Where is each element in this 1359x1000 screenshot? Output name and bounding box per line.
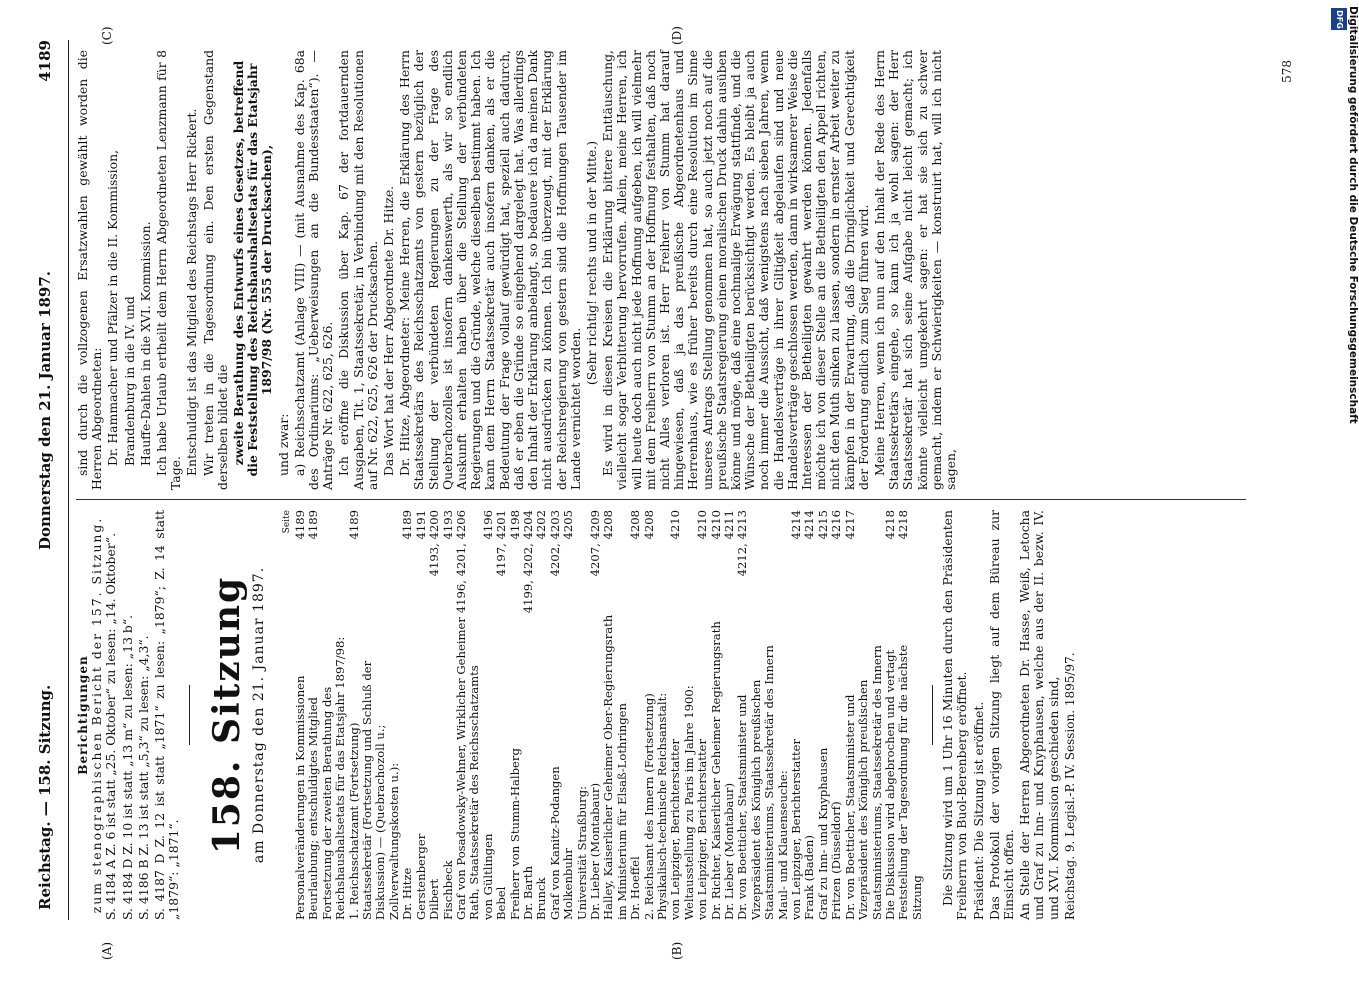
toc-entry-text: Graf von Posadowsky-Wehner, Wirklicher Geheimer Rath, Staatssekretär des Reichsschatzamts xyxy=(453,617,482,920)
corrections-title: Berichtigungen xyxy=(76,655,90,775)
toc-entry xyxy=(589,510,602,920)
toc-entry xyxy=(669,510,682,920)
body-paragraph: sind durch die vollzogenen Ersatzwahlen gewählt worden die Herren Abgeordneten: xyxy=(75,50,105,490)
toc-entry-page: 4189 xyxy=(293,510,308,540)
session-title: 158. Sitzung xyxy=(206,575,249,855)
toc-entry-page xyxy=(576,510,589,613)
toc-entry-page: 4211 xyxy=(722,510,737,540)
toc-entry-page xyxy=(656,510,669,613)
toc-entry-text: Graf zu Inn- und Knyphausen xyxy=(815,747,830,920)
toc-entry xyxy=(803,510,816,920)
toc-entry-text: von Gültlingen xyxy=(480,833,495,920)
toc-entry xyxy=(294,510,307,920)
toc-entry-page: 4205 xyxy=(561,510,576,540)
table-of-contents xyxy=(281,510,925,920)
toc-entry xyxy=(509,510,522,920)
toc-entry-text: Fritzen (Düsseldorf) xyxy=(829,801,844,920)
toc-entry xyxy=(415,510,428,920)
toc-entry-page: 4217 xyxy=(842,510,857,540)
toc-entry-page: 4189 xyxy=(400,510,415,540)
toc-entry xyxy=(884,510,897,920)
toc-entry-page: 4193 xyxy=(440,510,455,540)
toc-entry xyxy=(683,510,696,920)
corrections-list xyxy=(104,510,181,920)
left-column xyxy=(76,510,1077,920)
toc-entry-text: Staatssekretär (Fortsetzung und Schluß der Diskussion) — (Quebrachozoll u.; Zollverwaltungskosten u.): xyxy=(360,660,401,920)
correction-line: S. 4184 A Z. 6 ist statt „25. Oktober“ zu lesen: „14. Oktober“. xyxy=(103,532,119,920)
correction-line: S. 4186 B Z. 13 ist statt „5,3“ zu lesen: „4,3“. xyxy=(135,635,151,920)
toc-entry xyxy=(549,510,562,920)
toc-entry-page xyxy=(321,510,348,613)
toc-entry xyxy=(736,510,776,920)
toc-entry xyxy=(348,510,361,920)
toc-entry-page xyxy=(683,510,696,613)
toc-entry xyxy=(455,510,482,920)
toc-entry-text: Dr. von Boetticher, Staatsminister und Vizepräsident des Königlich preußischen Staatsministeriums, Staatssekretär des Innern xyxy=(842,645,884,920)
toc-entry-text: Maul- und Klauenseuche: xyxy=(775,770,790,920)
toc-entry-page: 4189 xyxy=(306,510,321,540)
body-paragraph: Brandenburg in die IV. und xyxy=(121,296,137,466)
toc-entry xyxy=(817,510,830,920)
toc-entry xyxy=(361,510,401,920)
toc-entry-text: Fischbeck xyxy=(440,860,455,920)
toc-entry xyxy=(442,510,455,920)
toc-entry-page: 4212, 4213 xyxy=(735,510,750,577)
body-paragraph: a) Reichsschatzamt (Anlage VIII) — (mit Ausnahme des Kap. 68a des Ordinariums: „Ueberweisungen an die Bundesstaaten“). — Anträge Nr. 622, 625, 626. xyxy=(291,50,336,490)
toc-entry-text: Universität Straßburg: xyxy=(574,785,589,920)
toc-entry-text: Dr. von Boetticher, Staatsminister und Vizepräsident des Königlich preußischen Staatsministeriums, Staatssekretär des Innern xyxy=(735,645,777,920)
body-paragraph: Wir treten in die Tagesordnung ein. Den ersten Gegenstand derselben bildet die xyxy=(200,50,230,490)
toc-entry-text: Physikalisch-technische Reichsanstalt: xyxy=(655,692,669,920)
toc-entry xyxy=(401,510,414,920)
toc-entry-text: Dr. Lieber (Montabaur) xyxy=(722,783,737,920)
toc-entry-page xyxy=(777,510,790,613)
body-paragraph: Hauffe-Dahlen in die XVI. Kommission. xyxy=(137,221,153,466)
dfg-strip xyxy=(1319,0,1359,1000)
toc-entry xyxy=(602,510,629,920)
toc-entry xyxy=(844,510,884,920)
page-signature: 578 xyxy=(1279,60,1294,83)
toc-entry-page: 4215 xyxy=(815,510,830,540)
toc-entry-page: 4218 xyxy=(882,510,897,540)
toc-entry-text: Graf von Kanitz-Podangen xyxy=(547,766,562,920)
toc-entry-page: 4198 xyxy=(507,510,522,540)
toc-entry-page: 4196 xyxy=(480,510,495,540)
toc-entry xyxy=(562,510,575,920)
opening-paragraph: Präsident: Die Sitzung ist eröffnet. xyxy=(970,701,986,920)
toc-entry-text: Dr. Hitze xyxy=(400,867,415,920)
scanned-page xyxy=(30,20,1310,980)
running-header xyxy=(38,20,60,980)
body-paragraph: und zwar: xyxy=(275,413,291,476)
toc-entry-page: 4216 xyxy=(829,510,844,540)
column-separator xyxy=(76,499,1246,500)
toc-entry-text: Fortsetzung der zweiten Berathung des Reichshaushaltsetats für das Etatsjahr 1897/98: xyxy=(319,636,348,920)
toc-entry-text: Frank (Baden) xyxy=(802,835,817,920)
footer-left: Reichstag. 9. Legisl.-P. IV. Session. 1895/97. xyxy=(1062,652,1077,920)
body-paragraph: Meine Herren, wenn ich nun auf den Inhalt der Rede des Herrn Staatssekretärs eingehe, so kann ich ja wohl sagen: der Herr Staatssekretär hat sich seine Aufgabe nicht leicht gemacht; ich könnte vielleicht umgekehrt sagen: er hat sie sich zu schwer gemacht, indem er Schwierigkeiten — konstruirt hat, will ich nicht sagen, xyxy=(871,50,958,490)
toc-entry-text: Gerstenberger xyxy=(413,833,428,920)
toc-entry-page: 4202, 4203 xyxy=(547,510,562,577)
toc-entry xyxy=(428,510,441,920)
toc-entry xyxy=(482,510,495,920)
dfg-logo xyxy=(1331,8,1347,30)
toc-entry-text: Dr. Barth xyxy=(520,865,535,920)
toc-entry-text: Bebel xyxy=(494,886,509,920)
dfg-credit: Digitalisierung gefördert durch die Deutsche Forschungsgemeinschaft xyxy=(1347,6,1359,424)
toc-entry-page xyxy=(361,510,401,613)
margin-marker-a: (A) xyxy=(100,941,114,960)
corrections-block xyxy=(76,510,181,920)
toc-entry-page: 4207, 4209 xyxy=(587,510,602,577)
body-paragraph: Dr. Hammacher und Pfälzer in die II. Kommission, xyxy=(105,149,121,466)
toc-entry xyxy=(830,510,843,920)
correction-line: S. 4187 D Z. 12 ist statt „1871“ zu lesen: „1879“; Z. 14 statt „1879“: „1871“. xyxy=(152,510,182,920)
toc-entry-page: 4210 xyxy=(708,510,723,540)
toc-entry-text: 1. Reichsschatzamt (Fortsetzung) xyxy=(346,722,361,920)
toc-entry xyxy=(790,510,803,920)
toc-entry-text: Molkenbuhr xyxy=(561,848,576,920)
toc-entry-text: Brunck xyxy=(534,877,549,920)
margin-marker-b: (B) xyxy=(670,941,684,960)
toc-entry-page: 4214 xyxy=(789,510,804,540)
body-paragraph: Ich eröffne die Diskussion über Kap. 67 der fortdauernden Ausgaben, Tit. 1, Staatssekretär, in Verbindung mit den Resolutionen auf Nr. 622, 625, 626 der Drucksachen. xyxy=(336,50,380,490)
opening-paragraph: Das Protokoll der vorigen Sitzung liegt auf dem Büreau zur Einsicht offen. xyxy=(986,510,1016,920)
body-paragraph: zweite Berathung des Entwurfs eines Gesetzes, betreffend die Feststellung des Reichshaushaltsetats für das Etatsjahr 1897/98 (Nr. 555 der Drucksachen), xyxy=(231,60,275,477)
toc-entry-page: 4210 xyxy=(668,510,683,540)
toc-entry-text: Beurlaubung; entschuldigtes Mitglied xyxy=(306,697,321,920)
section-rule xyxy=(189,685,190,745)
header-date: Donnerstag den 21. Januar 1897. xyxy=(36,271,54,550)
toc-entry xyxy=(321,510,348,920)
toc-entry-text: 2. Reichsamt des Innern (Fortsetzung) xyxy=(641,693,656,920)
toc-entry xyxy=(535,510,548,920)
toc-entry xyxy=(495,510,508,920)
toc-entry-text: Dr. Hoeffel xyxy=(628,856,643,920)
toc-entry-page: 4214 xyxy=(802,510,817,540)
margin-marker-d: (D) xyxy=(670,26,684,45)
body-paragraph: (Sehr richtig! rechts und in der Mitte.) xyxy=(583,140,599,386)
body-paragraph: Dr. Hitze, Abgeordneter: Meine Herren, die Erklärung des Herrn Staatssekretärs des Reichsschatzamts von gestern bezüglich der Stellung der verbündeten Regierungen zu der Frage des Quebrachozolles ist insofern dankenswerth, als wir so endlich Auskunft erhalten haben über die Stellung der verbündeten Regierungen und die Gründe, welche dieselben bestimmt haben. Ich kann dem Herrn Staatssekretär auch insofern danken, als er die Bedeutung der Frage vollauf gewürdigt hat, speziell auch dadurch, daß er eben die Gründe so eingehend dargelegt hat. Was allerdings den Inhalt der Erklärung anbelangt, so bedauere ich da meinen Dank nicht ausdrücken zu können. Ich bin überzeugt, mit der Erklärung der Reichsregierung von gestern sind die Hoffnungen Tausender im Lande vernichtet worden. xyxy=(397,50,583,490)
toc-entry-page: 4196, 4201, 4206 xyxy=(453,510,468,614)
opening-paragraph: An Stelle der Herren Abgeordneten Dr. Hasse, Weiß, Letocha und Graf zu Inn- und Knyphausen, welche aus der II. bezw. IV. und XVI. Kommission geschieden sind, xyxy=(1017,510,1061,920)
toc-entry-text: Halley, Kaiserlicher Geheimer Ober-Regierungsrath im Ministerium für Elsaß-Lothringen xyxy=(601,614,629,920)
toc-entry-text: Weltausstellung zu Paris im Jahre 1900: xyxy=(681,685,696,920)
toc-entry xyxy=(576,510,589,920)
toc-entry-text: Feststellung der Tagesordnung für die nächste Sitzung xyxy=(896,644,924,920)
correction-line: S. 4184 D Z. 10 ist statt „13 m“ zu lesen: „13 b“. xyxy=(119,614,135,920)
corrections-subtitle: zum stenographischen Bericht der 157. Sitzung. xyxy=(89,516,105,914)
toc-entry-page: 4191 xyxy=(413,510,428,540)
toc-entry-text: Personalveränderungen in Kommissionen xyxy=(293,675,308,920)
right-column xyxy=(76,50,960,490)
header-rule xyxy=(68,40,69,920)
toc-entry-page: 4208 xyxy=(641,510,656,540)
toc-entry xyxy=(710,510,723,920)
toc-entry-page: 4193, 4200 xyxy=(427,510,442,577)
toc-entry-page: 4189 xyxy=(346,510,361,540)
toc-entry-page: 4202 xyxy=(534,510,549,540)
toc-entry-page: 4208 xyxy=(601,510,616,540)
body-paragraph: Es wird in diesen Kreisen die Erklärung bittere Enttäuschung, vielleicht sogar Verbitterung hervorrufen. Allein, meine Herren, ich will heute doch auch nicht jede Hoffnung aufgeben, ich will vielmehr mit dem Freiherrn von Stumm an der Hoffnung festhalten, daß noch nicht Alles verloren ist. Herr Freiherr von Stumm hat darauf hingewiesen, daß ja das preußische Abgeordnetenhaus und Herrenhaus, wie es früher bereits durch eine Resolution im Sinne unseres Antrags Stellung genommen hat, so auch jetzt noch auf die preußische Staatsregierung einen moralischen Druck dahin ausüben könne und möge, daß eine nochmalige Erwägung stattfinde, und die Wünsche der Betheiligten berücksichtigt werden. Es bleibt ja auch noch immer die Aussicht, daß wenigstens nach sieben Jahren, wenn die Handelsverträge in ihrer Giltigkeit abgelaufen sind und neue Handelsverträge geschlossen werden, dann in wirksamerer Weise die Interessen der Betheiligten gewahrt werden können. Jedenfalls möchte ich von dieser Stelle an die Betheiligten den Appell richten, nicht den Muth sinken zu lassen, sondern in ernster Arbeit weiter zu kämpfen in der Erwartung, daß die Dringlichkeit und Gerechtigkeit der Forderung endlich zum Sieg führen wird. xyxy=(600,50,871,490)
toc-entry-page: 4218 xyxy=(896,510,911,540)
toc-entry-text: von Leipziger, Berichterstatter xyxy=(695,738,710,920)
toc-entry-text: von Leipziger, Berichterstatter xyxy=(789,738,804,920)
session-date: am Donnerstag den 21. Januar 1897. xyxy=(251,566,268,864)
toc-entry-page: 4197, 4201 xyxy=(494,510,509,577)
toc-entry-text: Dilbert xyxy=(427,878,442,920)
toc-entry-text: von Leipziger, Berichterstatter xyxy=(668,738,683,920)
margin-marker-c: (C) xyxy=(100,26,114,45)
toc-entry xyxy=(696,510,709,920)
body-paragraph: Entschuldigt ist das Mitglied des Reichstags Herr Rickert. xyxy=(184,108,200,476)
toc-entry xyxy=(629,510,642,920)
toc-entry xyxy=(777,510,790,920)
toc-entry xyxy=(656,510,669,920)
toc-page-label: Seite xyxy=(281,510,292,534)
dfg-logo-text: DFG xyxy=(1334,9,1344,29)
body-paragraph: Das Wort hat der Herr Abgeordnete Dr. Hitze. xyxy=(381,185,397,476)
toc-entry xyxy=(307,510,320,920)
toc-entry xyxy=(643,510,656,920)
page-number: 4189 xyxy=(36,40,54,82)
toc-entry-page: 4208 xyxy=(628,510,643,540)
opening-paragraphs xyxy=(941,510,1061,920)
toc-entry-text: Dr. Richter, Kaiserlicher Geheimer Regierungsrath xyxy=(708,621,723,920)
body-paragraph: Ich habe Urlaub ertheilt dem Herrn Abgeordneten Lenzmann für 8 Tage. xyxy=(154,50,184,490)
toc-entry-page: 4210 xyxy=(695,510,710,540)
toc-entry-text: Dr. Lieber (Montabaur) xyxy=(587,783,602,920)
toc-entry xyxy=(723,510,736,920)
toc-entry-text: Freiherr von Stumm-Halberg xyxy=(507,748,522,920)
toc-entry xyxy=(897,510,924,920)
toc-entry-page: 4199, 4202, 4204 xyxy=(520,510,535,614)
section-rule xyxy=(932,685,933,745)
toc-entry xyxy=(522,510,535,920)
header-left: Reichstag. — 158. Sitzung. xyxy=(36,684,54,910)
opening-paragraph: Die Sitzung wird um 1 Uhr 16 Minuten durch den Präsidenten Freiherrn von Buol-Berenberg eröffnet. xyxy=(940,510,970,920)
toc-entry-text: Die Diskussion wird abgebrochen und vertagt xyxy=(882,649,897,920)
